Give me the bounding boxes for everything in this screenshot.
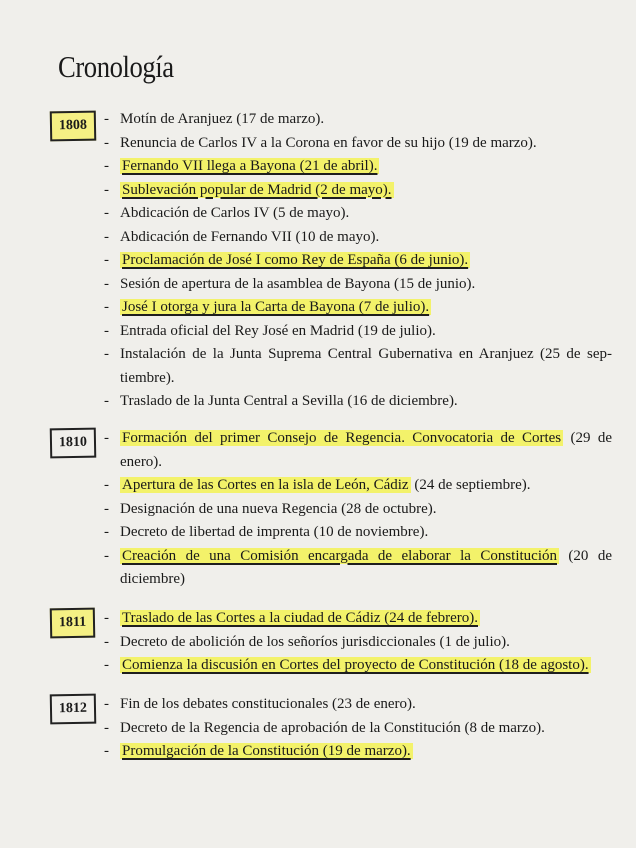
event-item <box>104 132 612 156</box>
year-box-1811: 1811 <box>50 608 96 639</box>
event-highlight: Comienza la discusión en Cortes del proyecto de Constitución (18 de agosto). <box>122 657 589 673</box>
event-tail: (20 de diciembre) <box>120 547 612 587</box>
event-list-1812 <box>104 693 612 764</box>
event-item <box>104 296 612 320</box>
event-item <box>104 249 612 273</box>
event-item <box>104 202 612 226</box>
page-title: Cronología <box>58 48 174 84</box>
event-highlight: Promulgación de la Constitución (19 de marzo). <box>122 743 411 759</box>
event-text: Abdicación de Carlos IV (5 de mayo). <box>120 205 350 221</box>
event-list-1810 <box>104 427 612 592</box>
event-item <box>104 607 612 631</box>
event-list-1808 <box>104 108 612 414</box>
event-text: Decreto de libertad de imprenta (10 de noviembre). <box>120 524 429 540</box>
event-item <box>104 498 612 522</box>
event-item <box>104 155 612 179</box>
event-text: Entrada oficial del Rey José en Madrid (19 de julio). <box>120 322 436 339</box>
event-item <box>104 740 612 764</box>
event-highlight: Creación de una Comisión encargada de elaborar la Constitución <box>122 547 557 564</box>
event-text: Abdicación de Fernando VII (10 de mayo). <box>120 228 380 245</box>
event-text: Designación de una nueva Regencia (28 de octubre). <box>120 500 437 517</box>
event-text: Fin de los debates constitucionales (23 de enero). <box>120 696 416 712</box>
event-highlight: Fernando VII llega a Bayona (21 de abril). <box>122 158 378 174</box>
event-item <box>104 108 612 132</box>
event-item <box>104 226 612 250</box>
event-text: Decreto de abolición de los señoríos jurisdiccionales (1 de julio). <box>120 633 510 650</box>
event-item <box>104 343 612 390</box>
event-highlight: Apertura de las Cortes en la isla de León, Cádiz <box>122 477 409 493</box>
event-text: Sesión de apertura de la asamblea de Bayona (15 de junio). <box>120 275 476 292</box>
event-highlight: Proclamación de José I como Rey de España (6 de junio). <box>122 252 469 268</box>
event-text: Decreto de la Regencia de aprobación de la Constitución (8 de marzo). <box>120 719 545 736</box>
event-highlight: Sublevación popular de Madrid (2 de mayo). <box>122 181 392 198</box>
event-tail: (24 de septiembre). <box>410 477 531 493</box>
event-highlight: Formación del primer Consejo de Regencia. Convocatoria de Cortes <box>122 430 562 446</box>
event-text: Traslado de la Junta Central a Sevilla (16 de diciembre). <box>120 393 458 409</box>
event-text: Motín de Aranjuez (17 de marzo). <box>120 111 325 127</box>
event-item <box>104 179 612 203</box>
event-item <box>104 654 612 678</box>
event-tail: (29 de enero). <box>120 430 612 470</box>
event-item <box>104 427 612 474</box>
year-box-1810: 1810 <box>50 428 97 459</box>
year-box-1808: 1808 <box>50 111 97 142</box>
event-item <box>104 545 612 592</box>
event-text: Renuncia de Carlos IV a la Corona en favor de su hijo (19 de marzo). <box>120 134 537 151</box>
event-item <box>104 273 612 297</box>
event-item <box>104 717 612 741</box>
event-item <box>104 521 612 545</box>
event-item <box>104 474 612 498</box>
event-item <box>104 693 612 717</box>
event-list-1811 <box>104 607 612 678</box>
event-highlight: Traslado de las Cortes a la ciudad de Cádiz (24 de febrero). <box>122 610 478 626</box>
event-item <box>104 320 612 344</box>
event-highlight: José I otorga y jura la Carta de Bayona (7 de julio). <box>122 299 430 315</box>
event-text: Instalación de la Junta Suprema Central Gubernativa en Aranjuez (25 de sep- tiembre). <box>120 346 612 386</box>
event-item <box>104 631 612 655</box>
event-item <box>104 390 612 414</box>
year-box-1812: 1812 <box>50 694 97 725</box>
